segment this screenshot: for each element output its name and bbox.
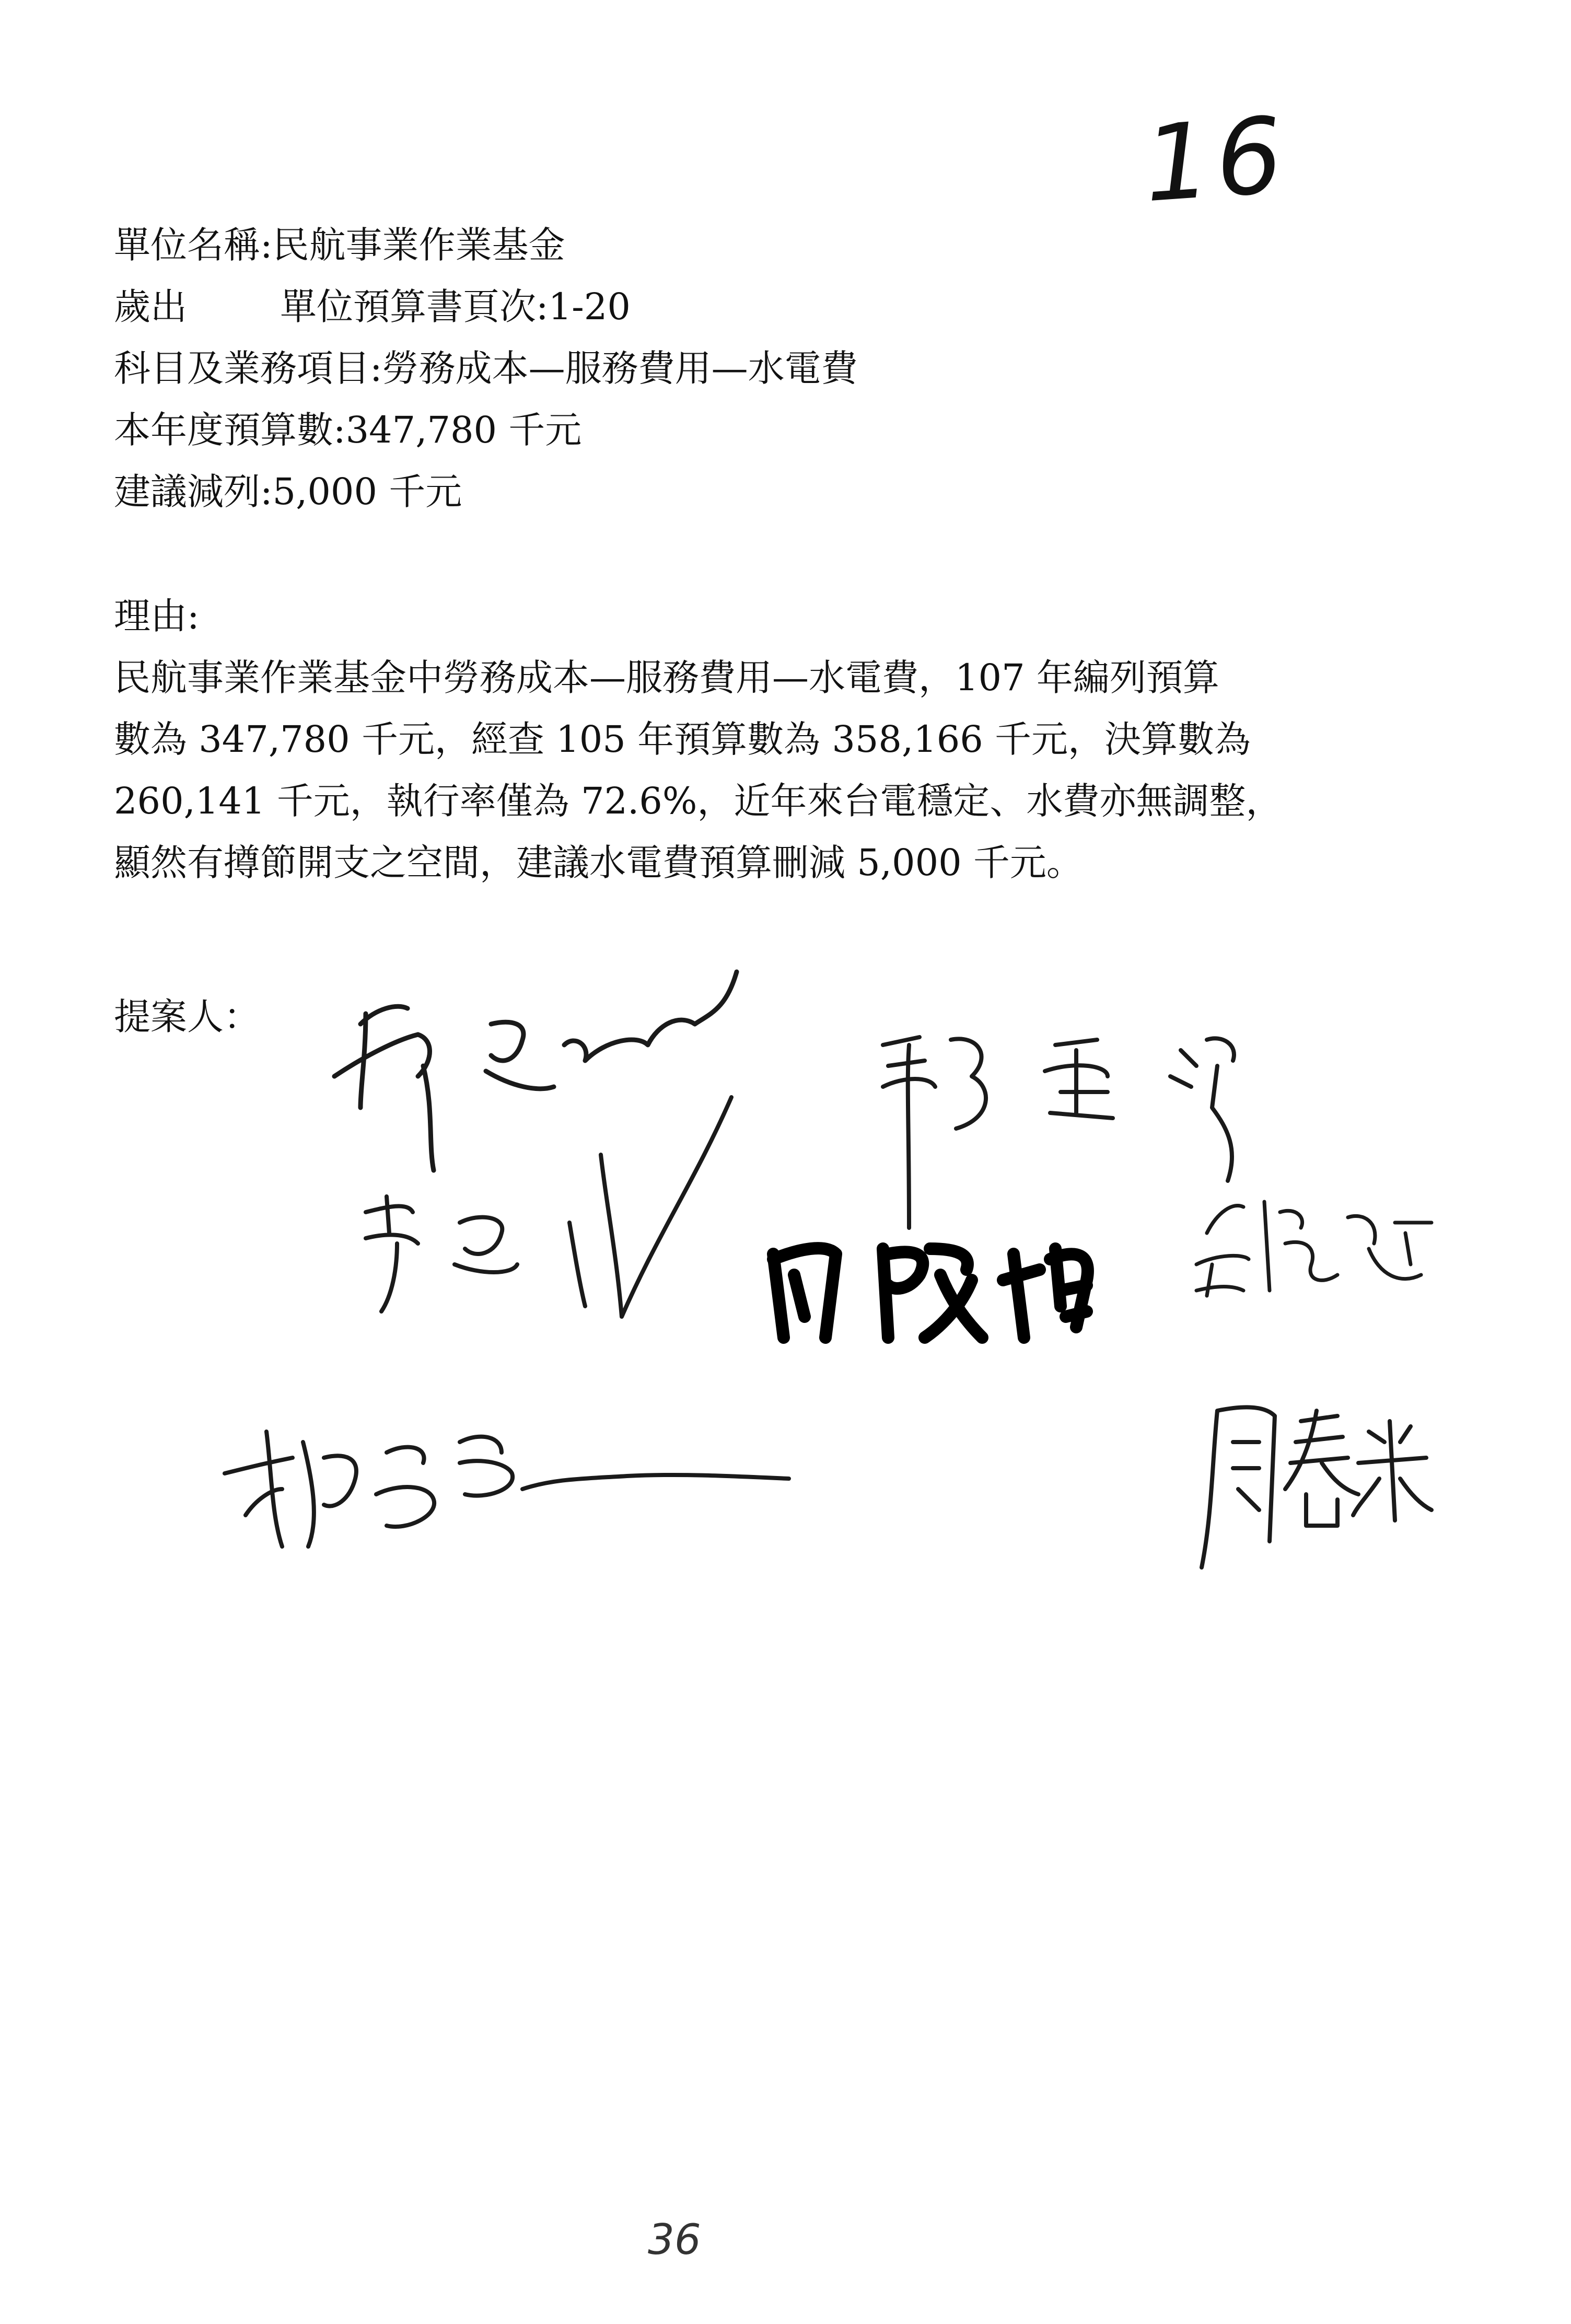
expenditure-line: 歲出 單位預算書頁次:1-20 (114, 285, 631, 328)
reason-line: 260,141 千元，執行率僅為 72.6%，近年來台電穩定、水費亦無調整， (114, 780, 1283, 822)
budget-amount: 本年度預算數:347,780 千元 (114, 409, 582, 451)
reason-line: 數為 347,780 千元，經查 105 年預算數為 358,166 千元，決算數為 (114, 718, 1251, 761)
signature-7 (1202, 1407, 1432, 1567)
handwritten-page-number: 16 (1140, 94, 1292, 226)
signature-2 (883, 1037, 1234, 1228)
reason-label: 理由: (114, 595, 200, 637)
signature-1 (334, 972, 737, 1170)
proposer-label: 提案人： (114, 995, 260, 1038)
reason-line: 民航事業作業基金中勞務成本—服務費用—水電費，107 年編列預算 (114, 656, 1219, 699)
bottom-page-number: 36 (648, 2215, 701, 2264)
reason-line: 顯然有撙節開支之空間，建議水電費預算刪減 5,000 千元。 (114, 841, 1083, 884)
signature-3 (366, 1097, 731, 1317)
signature-6 (225, 1432, 789, 1547)
signature-5 (1196, 1202, 1432, 1296)
signature-4 (773, 1248, 1088, 1338)
proposed-cut: 建議減列:5,000 千元 (114, 470, 462, 513)
budget-item: 科目及業務項目:勞務成本—服務費用—水電費 (114, 347, 858, 390)
unit-name: 單位名稱:民航事業作業基金 (114, 224, 565, 266)
